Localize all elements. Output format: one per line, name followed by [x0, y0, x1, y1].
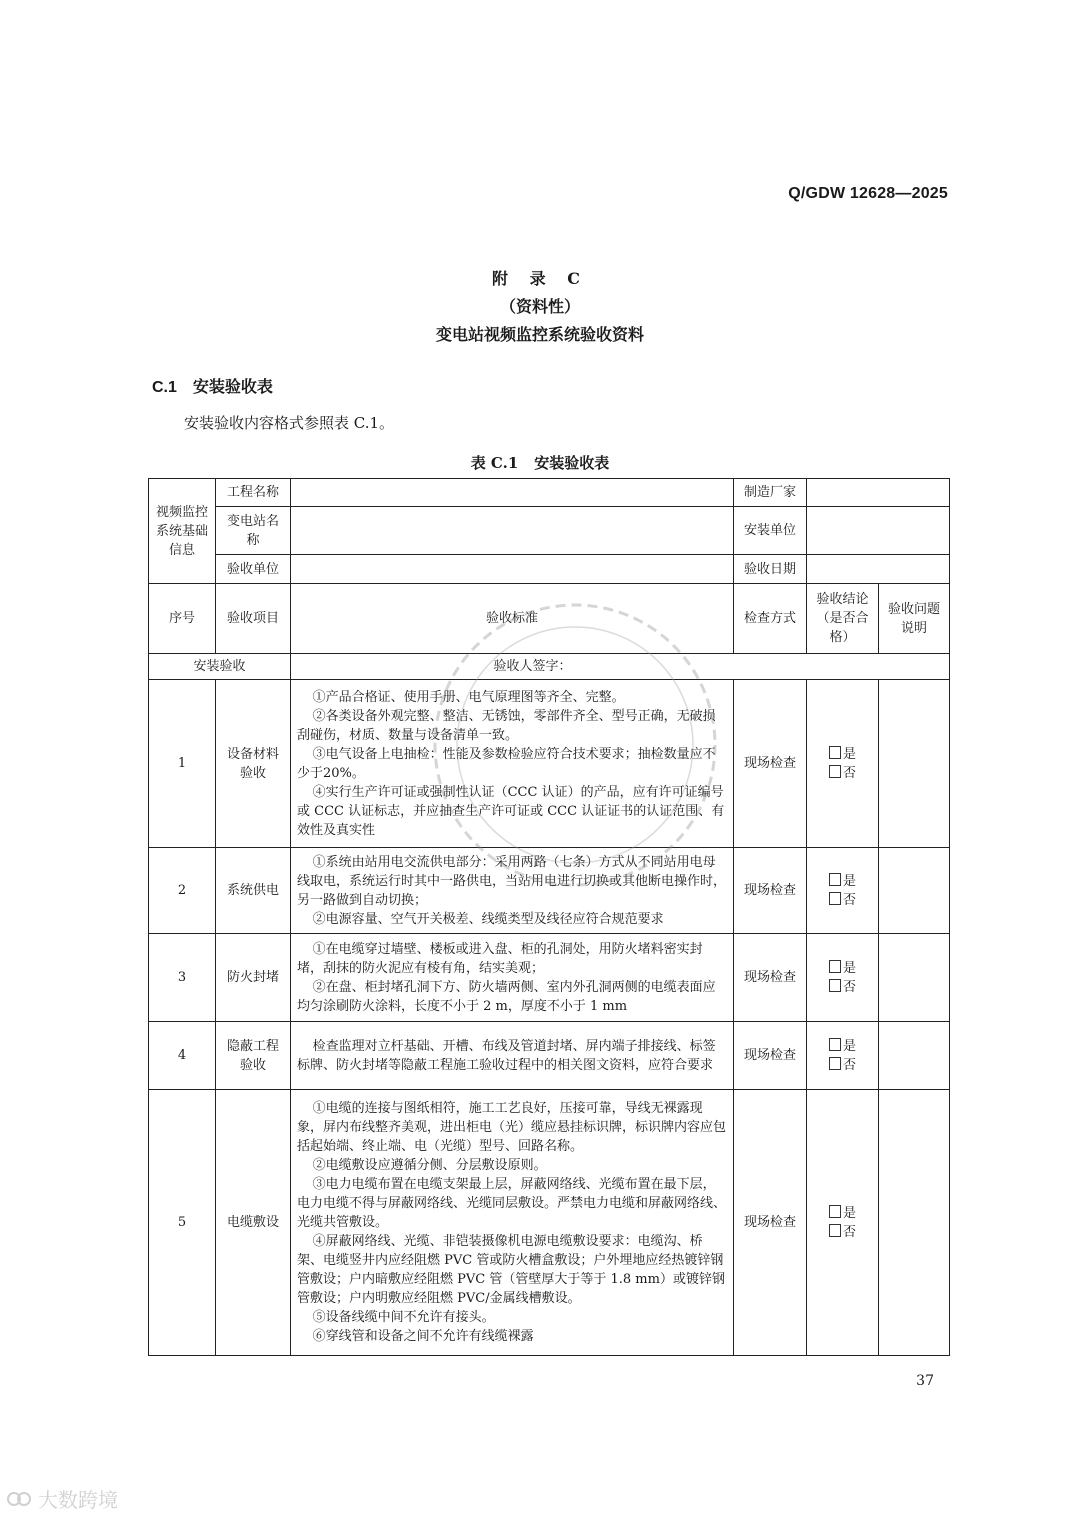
yes-label: 是: [842, 960, 856, 976]
table-row: [149, 848, 950, 934]
row-item: 电缆敷设: [216, 1090, 291, 1356]
row-method: 现场检查: [734, 1090, 807, 1356]
acceptance-date-value[interactable]: [807, 555, 950, 584]
row-item: 设备材料验收: [216, 680, 291, 848]
checkbox-icon: [829, 979, 841, 992]
standard-line: ⑤设备线缆中间不允许有接头。: [312, 1310, 495, 1325]
checkbox-icon: [829, 1038, 841, 1051]
section-number: C.1: [152, 379, 177, 396]
table-row: [149, 680, 950, 848]
table-caption: [0, 452, 1080, 473]
section-intro: 安装验收内容格式参照表 C.1。: [184, 414, 395, 432]
row-conclusion: [807, 1022, 879, 1090]
standard-line: ①电缆的连接与图纸相符，施工工艺良好，压接可靠，导线无裸露现象，屏内布线整齐美观，进出柜电（光）缆应悬挂标识牌，标识牌内容应包括起始端、终止端、电（光缆）型号、回路名称。: [297, 1101, 727, 1154]
substation-value[interactable]: [291, 507, 734, 555]
checkbox-icon: [829, 892, 841, 905]
header-seq: 序号: [149, 584, 216, 654]
standard-line: ②在盘、柜封堵孔洞下方、防火墙两侧、室内外孔洞两侧的电缆表面应均匀涂刷防火涂料，长度不小于 2 m，厚度不小于 1 mm: [297, 979, 716, 1014]
appendix-title: 变电站视频监控系统验收资料: [435, 325, 644, 344]
standard-line: ②电源容量、空气开关极差、线缆类型及线径应符合规范要求: [312, 911, 664, 927]
project-name-value[interactable]: [291, 479, 734, 507]
standard-line: ①产品合格证、使用手册、电气原理图等齐全、完整。: [312, 689, 625, 705]
row-item: 防火封堵: [216, 934, 291, 1022]
checkbox-icon: [829, 1224, 841, 1237]
yes-checkbox[interactable]: [812, 872, 873, 891]
no-label: 否: [842, 1224, 856, 1240]
yes-checkbox[interactable]: [812, 959, 873, 978]
watermark: [6, 1484, 118, 1513]
project-name-label: 工程名称: [216, 479, 291, 507]
row-seq: 2: [149, 848, 216, 934]
row-conclusion: [807, 934, 879, 1022]
install-unit-label: 安装单位: [734, 507, 807, 555]
row-seq: 5: [149, 1090, 216, 1356]
row-issue[interactable]: [879, 1090, 950, 1356]
checkbox-icon: [829, 873, 841, 886]
yes-label: 是: [842, 746, 856, 762]
header-item: 验收项目: [216, 584, 291, 654]
acceptance-unit-value[interactable]: [291, 555, 734, 584]
standard-line: ④屏蔽网络线、光缆、非铠装摄像机电源电缆敷设要求：电缆沟、桥架、电缆竖井内应经阻燃 PVC 管或防火槽盒敷设；户外埋地应经热镀锌钢管敷设；户内暗敷应经阻燃 PVC 管（管壁厚大于等于 1.8 mm）或镀锌钢管敷设；户内明敷应经阻燃 PVC/金属线槽敷设。: [297, 1234, 725, 1306]
standard-line: ②电缆敷设应遵循分侧、分层敷设原则。: [312, 1158, 547, 1173]
row-issue[interactable]: [879, 934, 950, 1022]
row-seq: 3: [149, 934, 216, 1022]
standard-line: ③电力电缆布置在电缆支架最上层，屏蔽网络线、光缆布置在最下层，电力电缆不得与屏蔽网络线、光缆同层敷设。严禁电力电缆和屏蔽网络线、光缆共管敷设。: [297, 1177, 727, 1230]
watermark-text: 大数跨境: [38, 1488, 118, 1512]
table-row: [149, 934, 950, 1022]
header-issue: 验收问题说明: [879, 584, 950, 654]
no-checkbox[interactable]: [812, 891, 873, 910]
info-group-label: 视频监控系统基础信息: [149, 479, 216, 584]
row-method: 现场检查: [734, 934, 807, 1022]
checkbox-icon: [829, 765, 841, 778]
no-label: 否: [842, 765, 856, 781]
checkbox-icon: [829, 960, 841, 973]
table-row: [149, 1090, 950, 1356]
row-method: 现场检查: [734, 680, 807, 848]
watermark-logo-icon: [6, 1488, 34, 1510]
yes-checkbox[interactable]: [812, 1037, 873, 1056]
page-number: 37: [916, 1373, 934, 1389]
row-standard: [291, 1022, 734, 1090]
row-conclusion: [807, 848, 879, 934]
no-label: 否: [842, 979, 856, 995]
standard-line: ⑥穿线管和设备之间不允许有线缆裸露: [312, 1329, 534, 1344]
install-row-label: 安装验收: [149, 654, 291, 680]
row-standard: [291, 934, 734, 1022]
row-item: 系统供电: [216, 848, 291, 934]
standard-line: ④实行生产许可证或强制性认证（CCC 认证）的产品，应有许可证编号或 CCC 认证标志，并应抽查生产许可证或 CCC 认证证书的认证范围、有效性及真实性: [297, 784, 725, 838]
no-checkbox[interactable]: [812, 764, 873, 783]
no-label: 否: [842, 1057, 856, 1073]
standard-line: ③电气设备上电抽检：性能及参数检验应符合技术要求；抽检数量应不少于20%。: [297, 746, 716, 781]
header-method: 检查方式: [734, 584, 807, 654]
acceptance-unit-label: 验收单位: [216, 555, 291, 584]
signer-label: 验收人签字：: [291, 654, 950, 680]
checkbox-icon: [829, 746, 841, 759]
table-caption-title: 安装验收表: [534, 454, 610, 472]
row-seq: 1: [149, 680, 216, 848]
table-caption-number: 表 C.1: [470, 454, 519, 472]
no-checkbox[interactable]: [812, 978, 873, 997]
header-standard: 验收标准: [291, 584, 734, 654]
row-method: 现场检查: [734, 1022, 807, 1090]
header-conclusion: 验收结论（是否合格）: [807, 584, 879, 654]
row-item: 隐蔽工程验收: [216, 1022, 291, 1090]
row-issue[interactable]: [879, 1022, 950, 1090]
section-title: 安装验收表: [192, 377, 273, 396]
document-code: Q/GDW 12628—2025: [788, 185, 948, 202]
row-conclusion: [807, 680, 879, 848]
standard-line: ②各类设备外观完整、整洁、无锈蚀，零部件齐全、型号正确，无破损刮碰伤，材质、数量与设备清单一致。: [297, 708, 716, 743]
manufacturer-value[interactable]: [807, 479, 950, 507]
acceptance-date-label: 验收日期: [734, 555, 807, 584]
row-method: 现场检查: [734, 848, 807, 934]
appendix-nature: （资料性）: [499, 297, 580, 316]
standard-line: 检查监理对立杆基础、开槽、布线及管道封堵、屏内端子排接线、标签标牌、防火封堵等隐蔽工程施工验收过程中的相关图文资料，应符合要求: [297, 1038, 716, 1073]
yes-checkbox[interactable]: [812, 1204, 873, 1223]
no-checkbox[interactable]: [812, 1223, 873, 1242]
appendix-label: 附 录 C: [492, 269, 588, 288]
no-label: 否: [842, 892, 856, 908]
row-issue[interactable]: [879, 680, 950, 848]
checkbox-icon: [829, 1057, 841, 1070]
install-unit-value[interactable]: [807, 507, 950, 555]
row-conclusion: [807, 1090, 879, 1356]
standard-line: ①系统由站用电交流供电部分：采用两路（七条）方式从不同站用电母线取电，系统运行时其中一路供电，当站用电进行切换或其他断电操作时，另一路做到自动切换；: [297, 854, 727, 908]
row-standard: [291, 680, 734, 848]
row-standard: [291, 1090, 734, 1356]
section-heading: [152, 374, 273, 397]
no-checkbox[interactable]: [812, 1056, 873, 1075]
yes-label: 是: [842, 1038, 856, 1054]
checkbox-icon: [829, 1205, 841, 1218]
yes-checkbox[interactable]: [812, 745, 873, 764]
manufacturer-label: 制造厂家: [734, 479, 807, 507]
standard-line: ①在电缆穿过墙壁、楼板或进入盘、柜的孔洞处，用防火堵料密实封堵，刮抹的防火泥应有棱有角，结实美观；: [297, 941, 703, 976]
substation-label: 变电站名称: [216, 507, 291, 555]
acceptance-table: [148, 478, 950, 1356]
row-issue[interactable]: [879, 848, 950, 934]
yes-label: 是: [842, 1205, 856, 1221]
table-row: [149, 1022, 950, 1090]
row-seq: 4: [149, 1022, 216, 1090]
row-standard: [291, 848, 734, 934]
yes-label: 是: [842, 873, 856, 889]
